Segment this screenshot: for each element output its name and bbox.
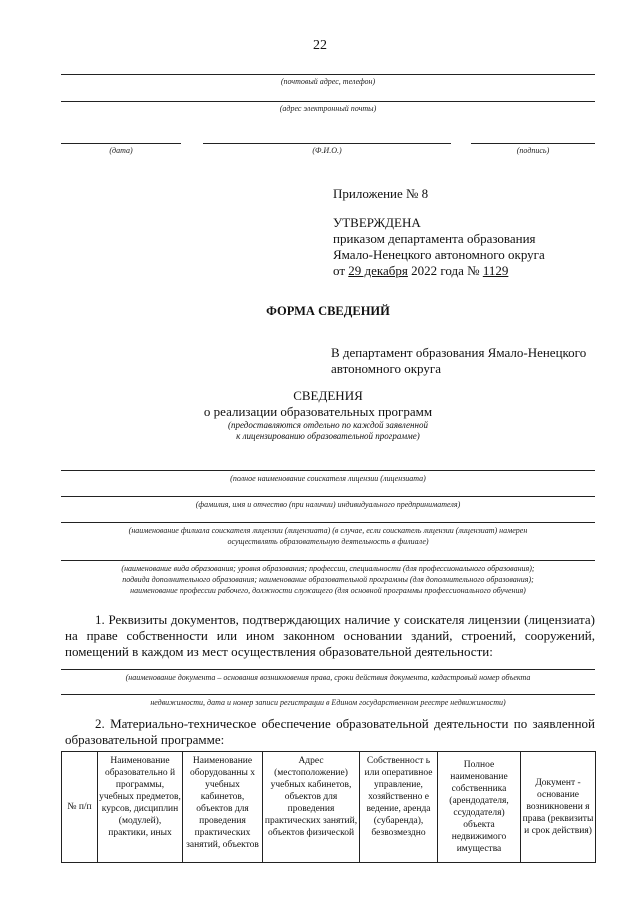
approval-title: УТВЕРЖДЕНА xyxy=(333,215,421,230)
section1-caption1: (наименование документа – основания возникновения права, сроки действия документа, кадастровый номер объекта xyxy=(125,673,531,682)
signature-caption: (подпись) xyxy=(516,146,550,155)
section1-record-line xyxy=(61,694,595,695)
material-support-table xyxy=(61,751,596,863)
info-note2: к лицензированию образовательной программе) xyxy=(236,431,420,441)
approval-number: 1129 xyxy=(482,263,509,278)
header-cell-ownership: Собственност ь или оперативное управление, хозяйственно е ведение, аренда (субаренда), безвозмездно xyxy=(360,752,438,863)
header-cell-owner-name: Полное наименование собственника (арендодателя, ссудодателя) объекта недвижимого имущества xyxy=(438,752,521,863)
appendix-label: Приложение № 8 xyxy=(333,186,429,201)
info-header xyxy=(61,388,595,442)
header-cell-program: Наименование образовательно й программы, учебных предметов, курсов, дисциплин (модулей), практики, иных xyxy=(98,752,183,863)
education-kind-caption3: наименование профессии рабочего, должности служащего (для основной программы профессионального обучения) xyxy=(130,586,526,595)
recipient-block xyxy=(331,345,611,377)
section1-caption2: недвижимости, дата и номер записи регистрации в Едином государственном реестре недвижимости) xyxy=(150,698,506,707)
header-cell-basis-document: Документ - основание возникновени я права (реквизиты и срок действия) xyxy=(521,752,596,863)
full-name-line xyxy=(61,470,595,471)
recipient-line1: В департамент образования Ямало-Ненецкого xyxy=(331,345,587,360)
table-header-row xyxy=(62,752,596,863)
approval-year: 2022 года № xyxy=(411,263,480,278)
form-title: ФОРМА СВЕДЕНИЙ xyxy=(266,304,390,318)
section2-text: 2. Материально-техническое обеспечение образовательной деятельности по заявленной образовательной программе: xyxy=(65,716,595,747)
approval-prefix: от xyxy=(333,263,346,278)
postal-address-line xyxy=(61,74,595,75)
approval-line1: приказом департамента образования xyxy=(333,231,536,246)
entrepreneur-line xyxy=(61,496,595,497)
branch-line xyxy=(61,522,595,523)
branch-caption2: осуществлять образовательную деятельность в филиале) xyxy=(227,537,429,546)
header-cell-rooms: Наименование оборудованны х учебных кабинетов, объектов для проведения практических занятий, объектов xyxy=(183,752,263,863)
fio-line xyxy=(203,143,451,144)
approval-date-line xyxy=(333,263,603,279)
date-line xyxy=(61,143,181,144)
header-cell-address: Адрес (местоположение) учебных кабинетов, объектов для проведения практических занятий, объектов физической xyxy=(263,752,360,863)
postal-address-caption: (почтовый адрес, телефон) xyxy=(280,77,376,86)
info-subtitle: о реализации образовательных программ xyxy=(203,404,433,419)
education-kind-line xyxy=(61,560,595,561)
full-name-caption: (полное наименование соискателя лицензии (лицензиата) xyxy=(230,474,426,483)
approval-date: 29 декабря xyxy=(348,263,408,278)
entrepreneur-caption: (фамилия, имя и отчество (при наличии) индивидуального предпринимателя) xyxy=(195,500,461,509)
section1-text: 1. Реквизиты документов, подтверждающих наличие у соискателя лицензии (лицензиата) на праве собственности или ином законном основании зданий, строений, сооружений, помещений в каждом из мест осуществления образовательной деятельности: xyxy=(65,612,595,659)
education-kind-caption2: подвида дополнительного образования; наименование образовательной программы (для дополнительного образования); xyxy=(122,575,534,584)
signature-line xyxy=(471,143,595,144)
info-title: СВЕДЕНИЯ xyxy=(293,388,363,403)
approval-line2: Ямало-Ненецкого автономного округа xyxy=(333,247,545,262)
info-note1: (предоставляются отдельно по каждой заявленной xyxy=(228,420,428,430)
approval-block xyxy=(333,215,603,279)
header-cell-number: № п/п xyxy=(62,752,98,863)
page-number: 22 xyxy=(313,38,327,53)
recipient-line2: автономного округа xyxy=(331,361,441,376)
section1-document-line xyxy=(61,669,595,670)
date-caption: (дата) xyxy=(109,146,133,155)
fio-caption: (Ф.И.О.) xyxy=(312,146,342,155)
email-caption: (адрес электронный почты) xyxy=(279,104,377,113)
education-kind-caption1: (наименование вида образования; уровня образования; профессии, специальности (для профессионального образования); xyxy=(121,564,535,573)
email-line xyxy=(61,101,595,102)
branch-caption1: (наименование филиала соискателя лицензии (лицензиата) (в случае, если соискатель лицензии (лицензиат) намерен xyxy=(128,526,528,535)
